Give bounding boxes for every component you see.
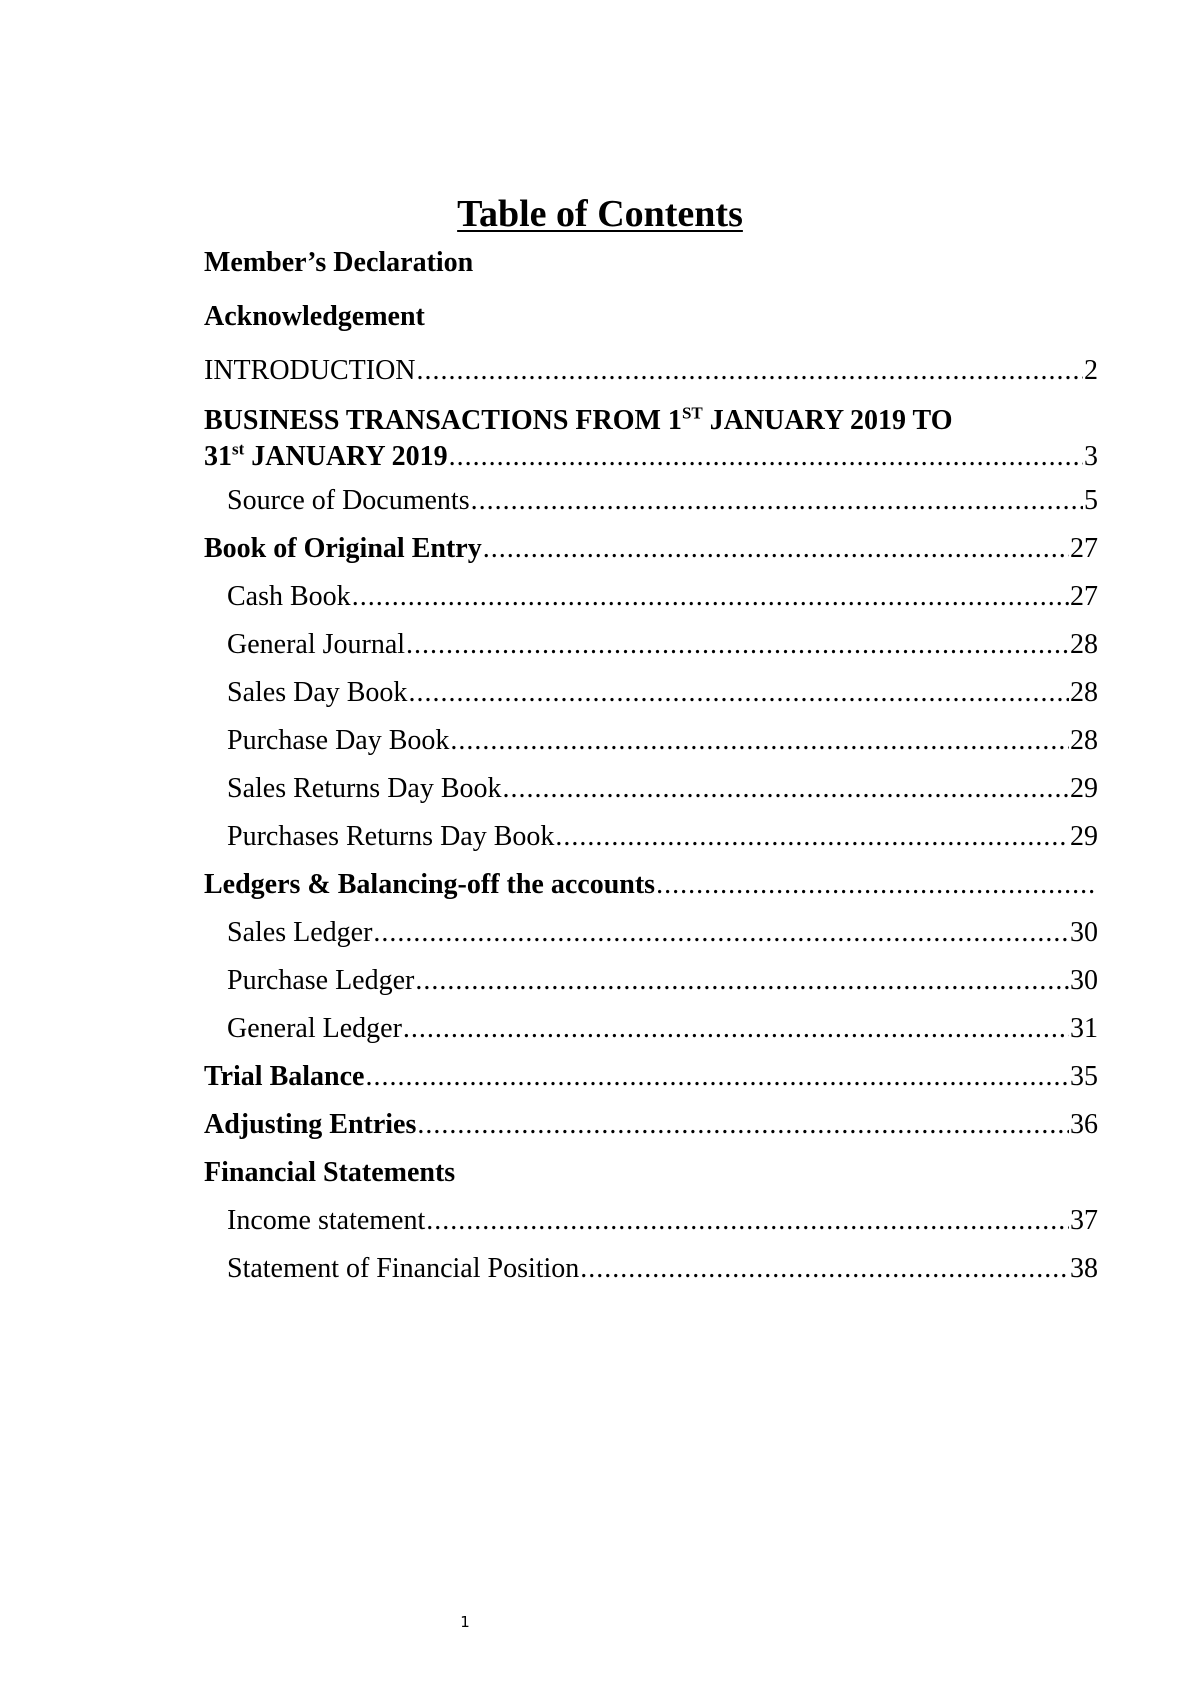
toc-entry-label: Acknowledgement — [204, 301, 425, 332]
dot-leader — [417, 354, 1083, 388]
toc-entry-adjusting-entries[interactable] — [204, 1108, 1098, 1142]
toc-entry-trial-balance[interactable] — [204, 1060, 1098, 1094]
toc-entry-label: Trial Balance — [204, 1061, 365, 1092]
toc-entry-statement-of-financial-position[interactable] — [227, 1252, 1098, 1286]
dot-leader — [450, 724, 1069, 758]
toc-entry-page: 2 — [1084, 355, 1098, 386]
toc-entry-ledgers-balancing[interactable] — [204, 868, 1098, 902]
toc-entry-page: 31 — [1070, 1013, 1098, 1044]
toc-entry-cash-book[interactable] — [227, 580, 1098, 614]
toc-entry-label: Purchase Day Book — [227, 725, 450, 756]
toc-entry-page: 28 — [1070, 629, 1098, 660]
toc-entry-page: 36 — [1070, 1109, 1098, 1140]
toc-entry-page: 38 — [1070, 1253, 1098, 1284]
toc-entry-acknowledgement[interactable] — [204, 300, 1098, 334]
toc-entry-label: General Journal — [227, 629, 406, 660]
toc-entry-book-of-original-entry[interactable] — [204, 532, 1098, 566]
dot-leader — [656, 868, 1097, 902]
toc-entry-business-transactions-line1[interactable] — [204, 404, 952, 438]
toc-entry-label: JANUARY 2019 TO — [702, 405, 953, 436]
toc-entry-label: Sales Day Book — [227, 677, 408, 708]
dot-leader — [503, 772, 1069, 806]
toc-entry-sales-ledger[interactable] — [227, 916, 1098, 950]
toc-entry-source-of-documents[interactable] — [227, 484, 1098, 518]
toc-entry-label: Income statement — [227, 1205, 426, 1236]
toc-heading — [0, 192, 1200, 236]
dot-leader — [406, 628, 1069, 662]
toc-entry-general-journal[interactable] — [227, 628, 1098, 662]
toc-entry-page: 28 — [1070, 677, 1098, 708]
toc-entry-sales-day-book[interactable] — [227, 676, 1098, 710]
toc-entry-page: 27 — [1070, 581, 1098, 612]
toc-entry-label: Adjusting Entries — [204, 1109, 417, 1140]
toc-entry-label: Source of Documents — [227, 485, 470, 516]
toc-entry-label-part: JANUARY 2019 — [244, 441, 448, 472]
dot-leader — [373, 916, 1069, 950]
toc-entry-page: 29 — [1070, 821, 1098, 852]
toc-entry-label-part: 31 — [204, 441, 232, 472]
toc-entry-purchase-ledger[interactable] — [227, 964, 1098, 998]
toc-entry-page: 5 — [1084, 485, 1098, 516]
toc-entry-label: Ledgers & Balancing-off the accounts — [204, 869, 656, 900]
toc-entry-label: Purchases Returns Day Book — [227, 821, 555, 852]
toc-entry-page: 35 — [1070, 1061, 1098, 1092]
dot-leader — [352, 580, 1069, 614]
dot-leader — [483, 532, 1069, 566]
toc-entry-general-ledger[interactable] — [227, 1012, 1098, 1046]
ordinal-suffix: st — [232, 439, 245, 459]
toc-entry-label — [204, 440, 448, 474]
dot-leader — [471, 484, 1083, 518]
footer-page-number: 1 — [460, 1613, 470, 1631]
dot-leader — [408, 676, 1069, 710]
toc-entry-label: Financial Statements — [204, 1157, 456, 1188]
toc-entry-label: Statement of Financial Position — [227, 1253, 580, 1284]
ordinal-suffix: ST — [681, 403, 703, 423]
toc-entry-purchases-returns-day-book[interactable] — [227, 820, 1098, 854]
toc-entry-income-statement[interactable] — [227, 1204, 1098, 1238]
toc-entry-label: Sales Returns Day Book — [227, 773, 502, 804]
toc-entry-page: 30 — [1070, 965, 1098, 996]
toc-heading-text: Table of Contents — [457, 193, 743, 235]
toc-entry-introduction[interactable] — [204, 354, 1098, 388]
toc-entry-business-transactions-line2[interactable] — [204, 440, 1098, 474]
toc-entry-label: Sales Ledger — [227, 917, 373, 948]
dot-leader — [417, 1108, 1069, 1142]
dot-leader — [415, 964, 1069, 998]
toc-entry-page: 28 — [1070, 725, 1098, 756]
toc-entry-page: 27 — [1070, 533, 1098, 564]
toc-entry-page: 3 — [1084, 441, 1098, 472]
dot-leader — [403, 1012, 1069, 1046]
toc-entry-members-declaration[interactable] — [204, 246, 1098, 280]
toc-entry-sales-returns-day-book[interactable] — [227, 772, 1098, 806]
dot-leader — [449, 440, 1083, 474]
toc-entry-page: 37 — [1070, 1205, 1098, 1236]
toc-entry-label: Cash Book — [227, 581, 351, 612]
dot-leader — [426, 1204, 1069, 1238]
dot-leader — [365, 1060, 1069, 1094]
toc-entry-label: Member’s Declaration — [204, 247, 474, 278]
dot-leader — [580, 1252, 1069, 1286]
toc-entry-label: BUSINESS TRANSACTIONS FROM 1 — [204, 405, 682, 436]
toc-entry-label: General Ledger — [227, 1013, 402, 1044]
toc-entry-label: Purchase Ledger — [227, 965, 415, 996]
dot-leader — [555, 820, 1069, 854]
toc-entry-purchase-day-book[interactable] — [227, 724, 1098, 758]
toc-entry-page: 30 — [1070, 917, 1098, 948]
toc-entry-financial-statements[interactable] — [204, 1156, 1098, 1190]
toc-entry-label: Book of Original Entry — [204, 533, 482, 564]
toc-entry-label: INTRODUCTION — [204, 355, 416, 386]
toc-entry-page: 29 — [1070, 773, 1098, 804]
